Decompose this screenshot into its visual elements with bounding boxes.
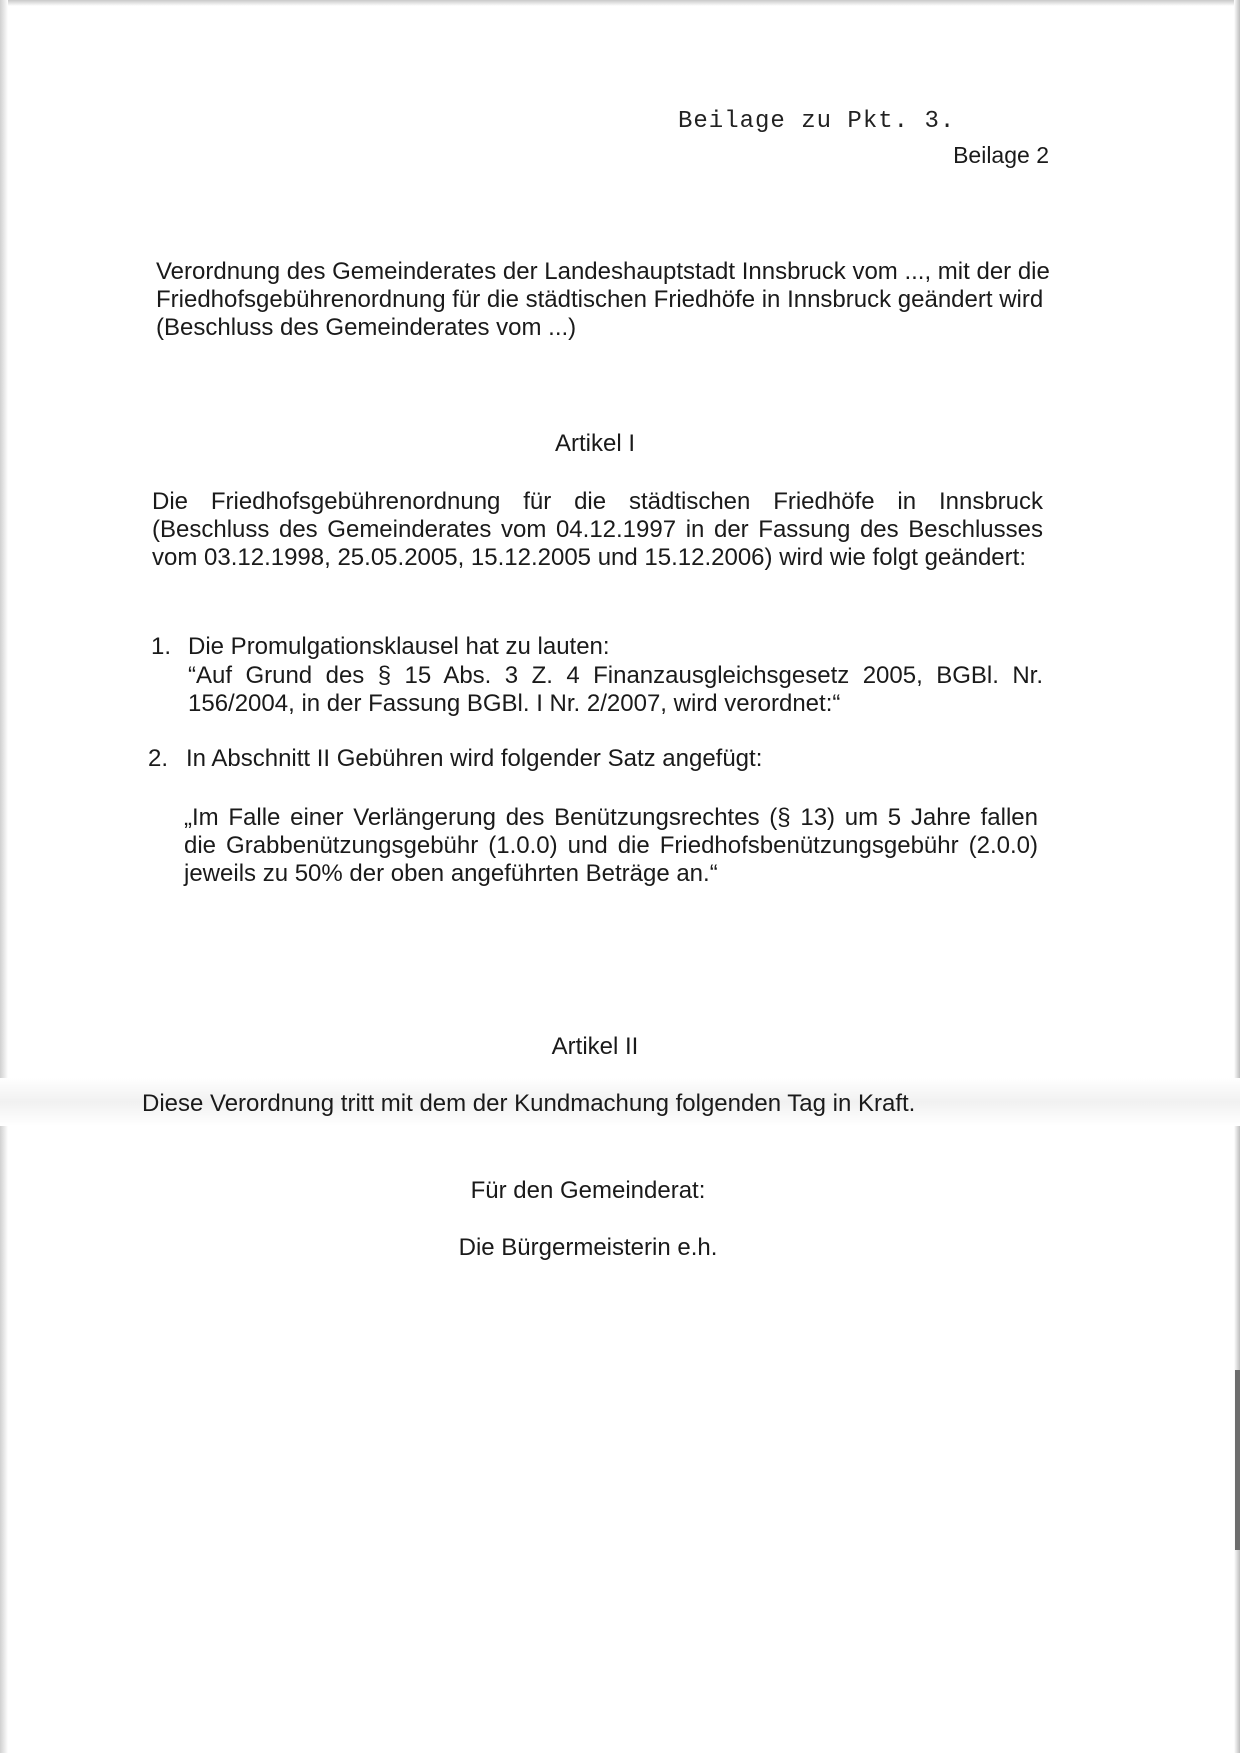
attachment-label: Beilage 2 (953, 142, 1049, 168)
scan-edge-shadow (1235, 1370, 1240, 1550)
list-item-text: In Abschnitt II Gebühren wird folgender Satz angefügt: (186, 745, 763, 772)
signature-council: Für den Gemeinderat: (470, 1177, 706, 1204)
signature-mayor: Die Bürgermeisterin e.h. (458, 1234, 718, 1261)
article-2-body: Diese Verordnung tritt mit dem der Kundmachung folgenden Tag in Kraft. (142, 1090, 916, 1117)
list-item-number: 1. (151, 633, 172, 660)
list-item-quote: “Auf Grund des § 15 Abs. 3 Z. 4 Finanzausgleichsgesetz 2005, BGBl. Nr. 156/2004, in der Fassung BGBl. I Nr. 2/2007, wird verordnet:“ (188, 662, 1043, 717)
document-title: Verordnung des Gemeinderates der Landeshauptstadt Innsbruck vom ..., mit der die Friedhofsgebührenordnung für die städtischen Friedhöfe in Innsbruck geändert wird (Beschluss des Gemeinderates vom ...) (156, 258, 1050, 341)
article-1-heading: Artikel I (554, 430, 635, 457)
agenda-stamp: Beilage zu Pkt. 3. (678, 108, 956, 135)
article-1-intro: Die Friedhofsgebührenordnung für die städtischen Friedhöfe in Innsbruck (Beschluss des Gemeinderates vom 04.12.1997 in der Fassung des Beschlusses vom 03.12.1998, 25.05.2005, 15.12.2005 und 15.12.2006) wird wie folgt geändert: (152, 488, 1043, 571)
list-item-quote: „Im Falle einer Verlängerung des Benützungsrechtes (§ 13) um 5 Jahre fallen die Grabbenützungsgebühr (1.0.0) und die Friedhofsbenützungsgebühr (2.0.0) jeweils zu 50% der oben angeführten Beträge an.“ (184, 804, 1038, 887)
scan-edge-left (0, 0, 8, 1753)
article-2-heading: Artikel II (551, 1033, 639, 1060)
list-item-number: 2. (148, 745, 169, 772)
scan-edge-top (0, 0, 1240, 6)
list-item-text: Die Promulgationsklausel hat zu lauten: (188, 633, 610, 660)
